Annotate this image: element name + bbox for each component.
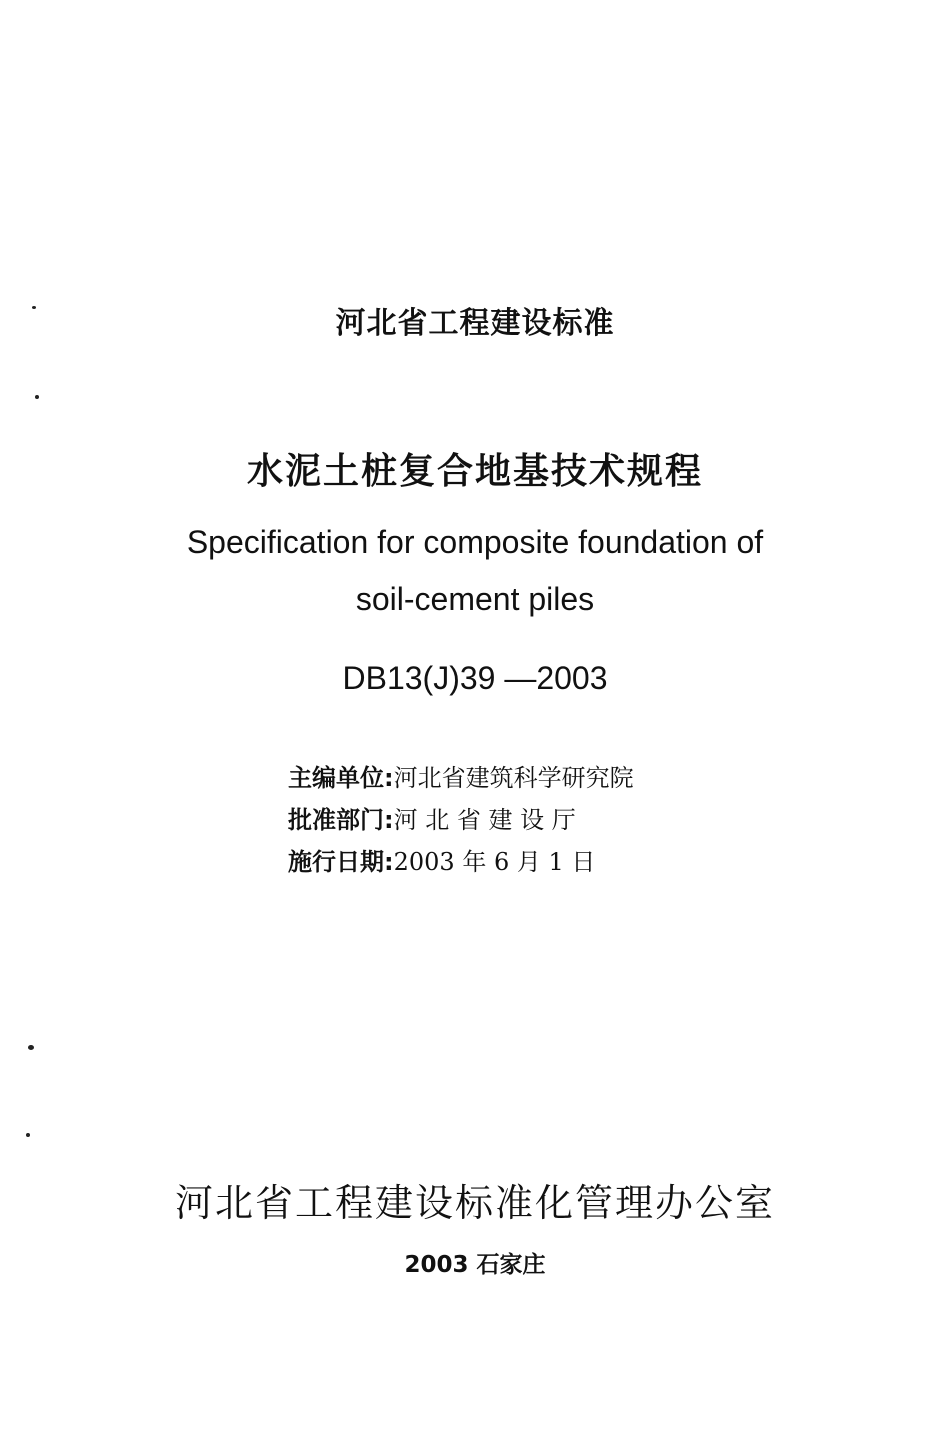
info-value: 2003 年 6 月 1 日: [393, 848, 596, 876]
info-row-effective-date: [288, 844, 634, 886]
info-row-approver: [288, 802, 634, 844]
standard-code: DB13(J)39 —2003: [342, 660, 608, 696]
document-title-english-line2: soil-cement piles: [355, 581, 595, 617]
document-title-english-line1: Specification for composite foundation of: [186, 524, 764, 560]
info-label: 施行日期:: [288, 848, 394, 876]
scan-speck: [26, 1133, 30, 1137]
info-label: 主编单位:: [288, 764, 394, 792]
scan-speck: [28, 1045, 34, 1050]
publisher: 河北省工程建设标准化管理办公室: [174, 1181, 775, 1225]
info-row-editor: [288, 760, 634, 802]
info-value: 河 北 省 建 设 厅: [393, 806, 576, 834]
info-block: [288, 760, 634, 886]
document-title-chinese: 水泥土桩复合地基技术规程: [246, 451, 703, 492]
info-value: 河北省建筑科学研究院: [393, 764, 634, 792]
publication-year-place: 2003 石家庄: [404, 1252, 546, 1278]
standard-series-title: 河北省工程建设标准: [335, 306, 615, 341]
scan-speck: [35, 395, 39, 399]
info-label: 批准部门:: [288, 806, 394, 834]
